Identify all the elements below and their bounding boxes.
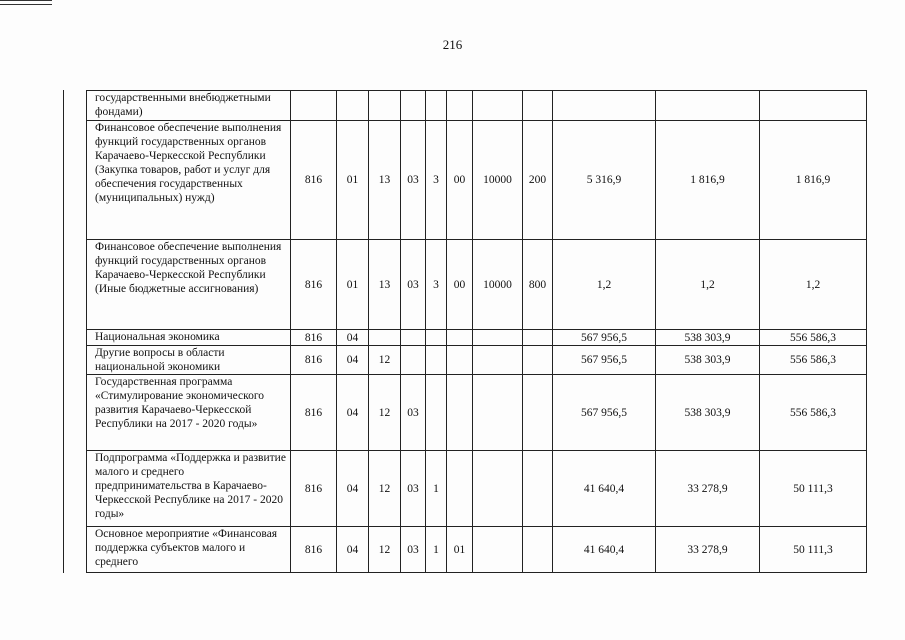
row-code-section: 04: [337, 375, 369, 451]
row-value-2020: 556 586,3: [760, 346, 867, 375]
row-value-2018: 5 316,9: [553, 121, 656, 240]
row-code-measure: [447, 346, 473, 375]
row-code-measure: [447, 330, 473, 346]
row-code-expense-type: [523, 451, 553, 527]
row-code-chapter: [291, 91, 337, 121]
row-value-2020: [760, 91, 867, 121]
row-code-chapter: 816: [291, 451, 337, 527]
row-code-expense-type: 200: [523, 121, 553, 240]
row-code-section: 04: [337, 527, 369, 573]
row-code-chapter: 816: [291, 527, 337, 573]
row-code-chapter: 816: [291, 240, 337, 330]
row-value-2020: 1 816,9: [760, 121, 867, 240]
row-value-2019: 1 816,9: [656, 121, 760, 240]
row-description: Финансовое обеспечение выполнения функций государственных органов Карачаево-Черкесской Республики (Закупка товаров, работ и услуг для обеспечения государственных (муниципальных) нужд): [87, 121, 291, 240]
row-code-subsection: 12: [369, 346, 401, 375]
row-value-2018: 41 640,4: [553, 451, 656, 527]
row-description: Другие вопросы в области национальной экономики: [87, 346, 291, 375]
table-row: [87, 240, 867, 330]
row-description: Государственная программа «Стимулирование экономического развития Карачаево-Черкесской Республики на 2017 - 2020 годы»: [87, 375, 291, 451]
row-code-program: 03: [401, 121, 426, 240]
row-value-2019: [656, 91, 760, 121]
row-code-chapter: 816: [291, 121, 337, 240]
row-code-subsection: 12: [369, 527, 401, 573]
table-row: [87, 346, 867, 375]
row-code-program: [401, 330, 426, 346]
row-code-subsection: [369, 91, 401, 121]
row-code-section: 04: [337, 330, 369, 346]
row-code-subsection: [369, 330, 401, 346]
page-number: 216: [442, 37, 463, 52]
table-row: [87, 451, 867, 527]
row-code-chapter: 816: [291, 346, 337, 375]
row-code-direction: [473, 346, 523, 375]
row-code-program: 03: [401, 527, 426, 573]
row-code-direction: 10000: [473, 240, 523, 330]
row-code-expense-type: [523, 375, 553, 451]
row-code-section: [337, 91, 369, 121]
budget-table: [86, 90, 867, 573]
row-code-direction: [473, 91, 523, 121]
row-code-subsection: 13: [369, 240, 401, 330]
row-code-direction: [473, 451, 523, 527]
row-description: Основное мероприятие «Финансовая поддержка субъектов малого и среднего: [87, 527, 291, 573]
table-row: [87, 330, 867, 346]
row-value-2019: 1,2: [656, 240, 760, 330]
row-code-section: 04: [337, 451, 369, 527]
row-code-direction: [473, 527, 523, 573]
row-value-2018: 567 956,5: [553, 330, 656, 346]
row-value-2019: 538 303,9: [656, 375, 760, 451]
row-value-2018: [553, 91, 656, 121]
row-value-2019: 33 278,9: [656, 451, 760, 527]
row-code-chapter: 816: [291, 330, 337, 346]
row-code-direction: [473, 375, 523, 451]
row-code-subprogram: 1: [426, 451, 447, 527]
row-code-measure: 00: [447, 121, 473, 240]
row-code-program: [401, 346, 426, 375]
row-code-direction: [473, 330, 523, 346]
table-row: [87, 527, 867, 573]
table-row: [87, 121, 867, 240]
row-code-chapter: 816: [291, 375, 337, 451]
row-value-2018: 567 956,5: [553, 375, 656, 451]
row-code-section: 01: [337, 240, 369, 330]
row-code-expense-type: [523, 91, 553, 121]
row-code-expense-type: 800: [523, 240, 553, 330]
row-code-subsection: 12: [369, 375, 401, 451]
row-code-measure: 00: [447, 240, 473, 330]
row-value-2019: 538 303,9: [656, 346, 760, 375]
row-code-subsection: 13: [369, 121, 401, 240]
row-value-2020: 1,2: [760, 240, 867, 330]
row-code-subprogram: [426, 330, 447, 346]
row-code-subprogram: [426, 346, 447, 375]
corner-scan-mark: [0, 0, 52, 5]
row-code-expense-type: [523, 527, 553, 573]
row-description: Подпрограмма «Поддержка и развитие малого и среднего предпринимательства в Карачаево-Черкесской Республике на 2017 - 2020 годы»: [87, 451, 291, 527]
row-code-subprogram: 3: [426, 121, 447, 240]
row-code-section: 01: [337, 121, 369, 240]
row-code-measure: [447, 91, 473, 121]
row-code-expense-type: [523, 346, 553, 375]
row-value-2020: 556 586,3: [760, 375, 867, 451]
row-code-program: 03: [401, 375, 426, 451]
row-description: Финансовое обеспечение выполнения функций государственных органов Карачаево-Черкесской Республики (Иные бюджетные ассигнования): [87, 240, 291, 330]
row-code-program: 03: [401, 240, 426, 330]
row-code-subprogram: [426, 91, 447, 121]
row-code-program: 03: [401, 451, 426, 527]
row-description: государственными внебюджетными фондами): [87, 91, 291, 121]
row-code-program: [401, 91, 426, 121]
table-row: [87, 375, 867, 451]
row-value-2018: 41 640,4: [553, 527, 656, 573]
row-code-subprogram: 3: [426, 240, 447, 330]
table-row: [87, 91, 867, 121]
row-value-2018: 1,2: [553, 240, 656, 330]
row-value-2020: 556 586,3: [760, 330, 867, 346]
row-code-subprogram: [426, 375, 447, 451]
row-code-measure: 01: [447, 527, 473, 573]
row-code-subsection: 12: [369, 451, 401, 527]
row-code-section: 04: [337, 346, 369, 375]
margin-line: [63, 90, 64, 573]
row-code-measure: [447, 451, 473, 527]
row-code-expense-type: [523, 330, 553, 346]
row-code-measure: [447, 375, 473, 451]
row-value-2020: 50 111,3: [760, 451, 867, 527]
row-value-2019: 538 303,9: [656, 330, 760, 346]
row-description: Национальная экономика: [87, 330, 291, 346]
row-value-2020: 50 111,3: [760, 527, 867, 573]
row-value-2018: 567 956,5: [553, 346, 656, 375]
row-code-subprogram: 1: [426, 527, 447, 573]
row-value-2019: 33 278,9: [656, 527, 760, 573]
row-code-direction: 10000: [473, 121, 523, 240]
